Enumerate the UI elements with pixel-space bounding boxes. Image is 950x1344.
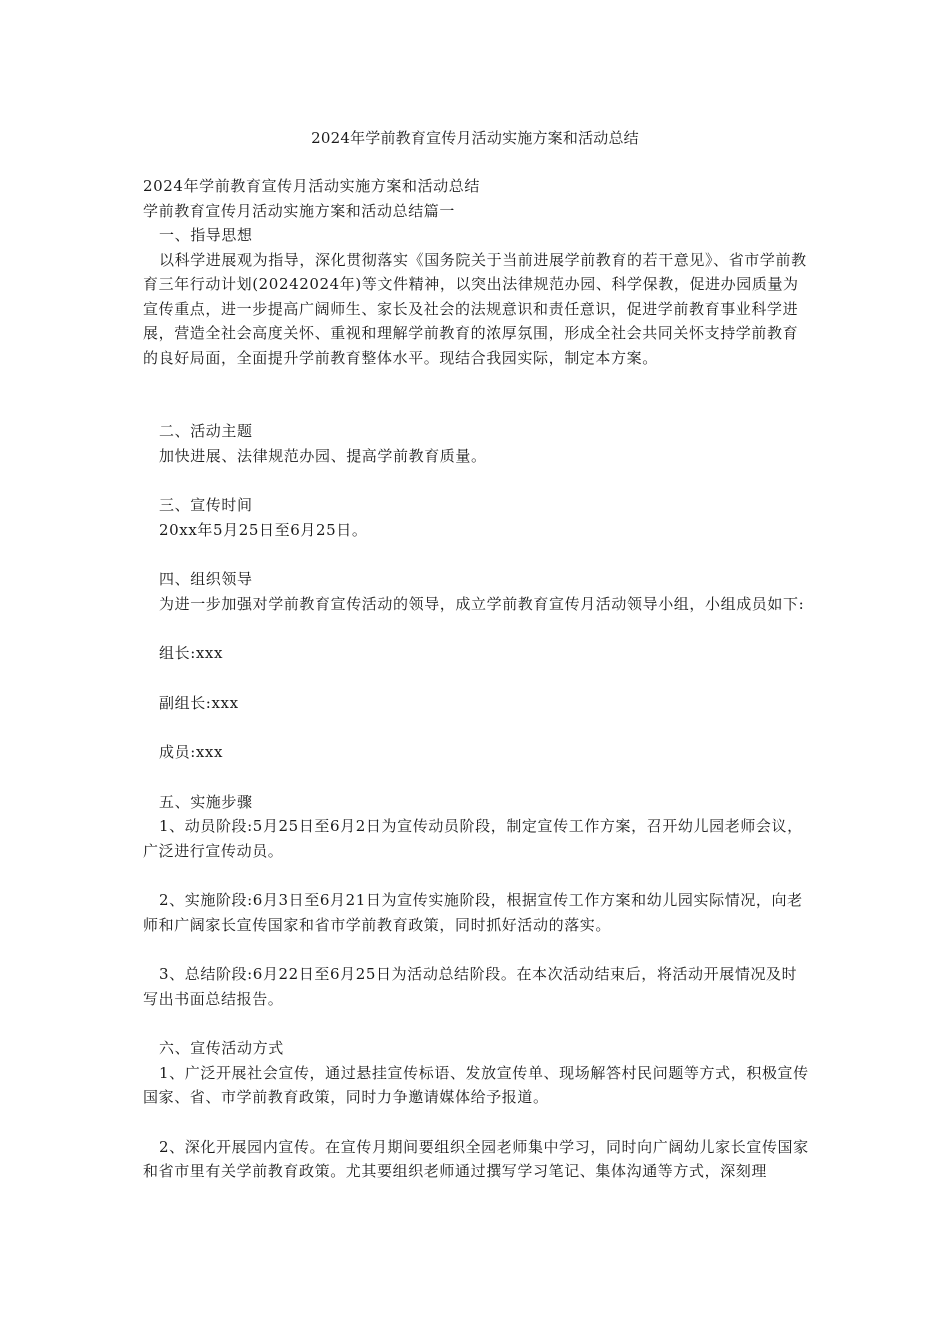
section-5-step-3: 3、总结阶段:6月22日至6月25日为活动总结阶段。在本次活动结束后，将活动开展情况及时写出书面总结报告。 — [143, 965, 798, 1008]
spacer — [143, 370, 811, 419]
section-4-members: 成员:xxx — [159, 743, 224, 761]
spacer — [143, 715, 811, 740]
spacer — [143, 542, 811, 567]
section-2-title: 二、活动主题 — [159, 422, 253, 440]
document-title: 2024年学前教育宣传月活动实施方案和活动总结 — [311, 129, 639, 147]
spacer — [143, 616, 811, 641]
section-6-title: 六、宣传活动方式 — [159, 1039, 284, 1057]
section-4-title: 四、组织领导 — [159, 570, 253, 588]
section-4-body: 为进一步加强对学前教育宣传活动的领导，成立学前教育宣传月活动领导小组，小组成员如下: — [159, 594, 805, 613]
spacer — [143, 1110, 811, 1135]
document-body — [143, 174, 811, 1184]
section-1-body: 以科学进展观为指导，深化贯彻落实《国务院关于当前进展学前教育的若干意见》、省市学前教育三年行动计划(20242024年)等文件精神，以突出法律规范办园、科学保教，促进办园质量为宣传重点，进一步提高广阔师生、家长及社会的法规意识和责任意识，促进学前教育事业科学进展，营造全社会高度关怀、重视和理解学前教育的浓厚氛围，形成全社会共同关怀支持学前教育的良好局面，全面提升学前教育整体水平。现结合我园实际，制定本方案。 — [143, 250, 807, 367]
spacer — [143, 468, 811, 493]
spacer — [143, 1011, 811, 1036]
section-5-step-2: 2、实施阶段:6月3日至6月21日为宣传实施阶段，根据宣传工作方案和幼儿园实际情况，向老师和广阔家长宣传国家和省市学前教育政策，同时抓好活动的落实。 — [143, 891, 803, 934]
section-4-leader: 组长:xxx — [159, 644, 224, 662]
section-1-title: 一、指导思想 — [159, 226, 253, 244]
section-6-item-1: 1、广泛开展社会宣传，通过悬挂宣传标语、发放宣传单、现场解答村民问题等方式，积极宣传国家、省、市学前教育政策，同时力争邀请媒体给予报道。 — [143, 1063, 809, 1106]
section-3-body: 20xx年5月25日至6月25日。 — [159, 520, 368, 539]
section-5-step-1: 1、动员阶段:5月25日至6月2日为宣传动员阶段，制定宣传工作方案，召开幼儿园老师会议，广泛进行宣传动员。 — [143, 817, 803, 860]
spacer — [143, 765, 811, 790]
spacer — [143, 666, 811, 691]
section-6-item-2: 2、深化开展园内宣传。在宣传月期间要组织全园老师集中学习，同时向广阔幼儿家长宣传国家和省市里有关学前教育政策。尤其要组织老师通过撰写学习笔记、集体沟通等方式，深刻理 — [143, 1137, 809, 1180]
document-heading: 2024年学前教育宣传月活动实施方案和活动总结 — [143, 177, 480, 195]
document-subheading: 学前教育宣传月活动实施方案和活动总结篇一 — [143, 201, 456, 220]
spacer — [143, 937, 811, 962]
section-3-title: 三、宣传时间 — [159, 496, 253, 514]
spacer — [143, 863, 811, 888]
section-4-deputy: 副组长:xxx — [159, 693, 239, 712]
section-5-title: 五、实施步骤 — [159, 792, 253, 811]
section-2-body: 加快进展、法律规范办园、提高学前教育质量。 — [159, 446, 487, 465]
